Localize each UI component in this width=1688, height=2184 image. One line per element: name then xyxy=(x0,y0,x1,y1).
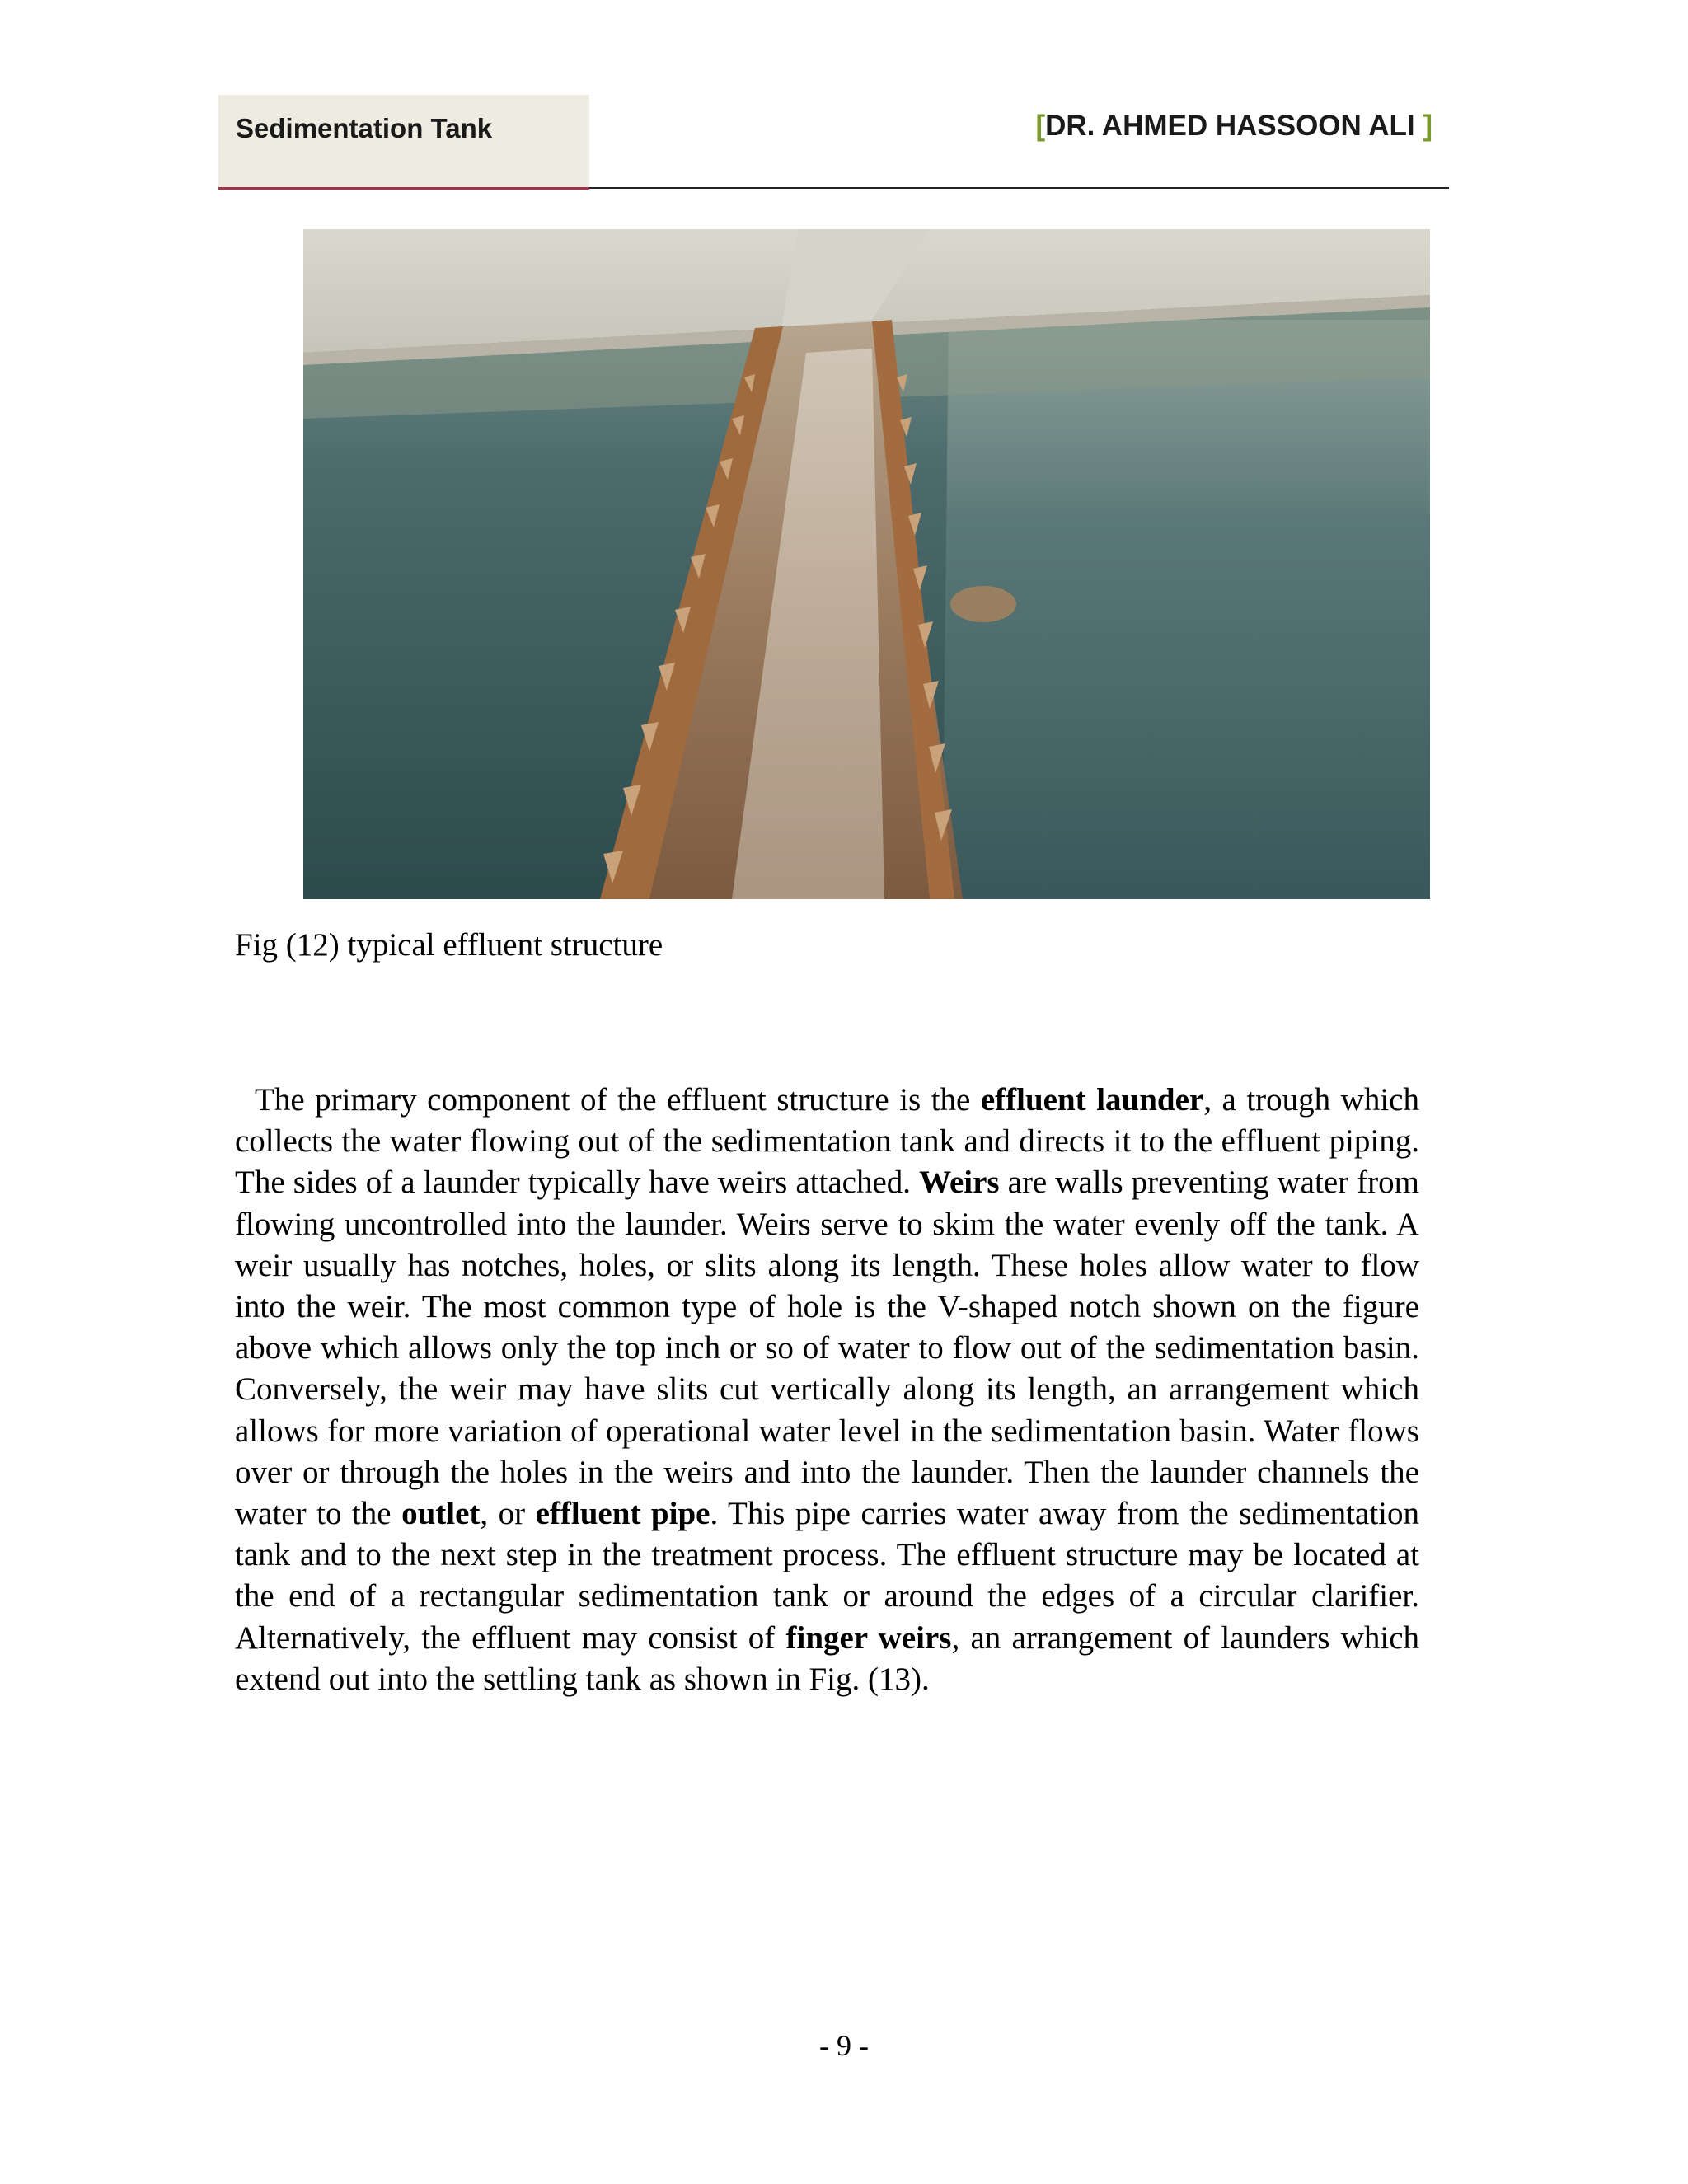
bracket-close: ] xyxy=(1423,110,1432,142)
page-header xyxy=(218,95,1449,189)
term-outlet: outlet xyxy=(401,1496,481,1532)
text-run: , or xyxy=(480,1496,536,1532)
header-rule-accent xyxy=(218,187,589,190)
header-section-tab xyxy=(218,95,589,188)
term-effluent-pipe: effluent pipe xyxy=(535,1496,710,1532)
author-text: DR. AHMED HASSOON ALI xyxy=(1045,110,1423,142)
term-weirs: Weirs xyxy=(919,1165,1000,1201)
text-run: , a trough which collects the water flowing out of the sedimentation tank and directs it to the effluent piping. The sides of a launder typically have weirs attached. xyxy=(235,1082,1419,1201)
text-run: , an arrangement of launders which extend out into the settling tank as shown in Fig. (13). xyxy=(235,1619,1420,1697)
section-title: Sedimentation Tank xyxy=(236,113,493,143)
page-number: - 9 - xyxy=(819,2029,869,2062)
term-finger-weirs: finger weirs xyxy=(785,1619,952,1656)
figure-caption: Fig (12) typical effluent structure xyxy=(235,927,663,963)
text-run: are walls preventing water from flowing uncontrolled into the launder. Weirs serve to skim the water evenly off the tank. A weir usually has notches, holes, or slits along its length. These holes allow water to flow into the weir. The most common type of hole is the V-shaped notch shown on the figure above which allows only the top inch or so of water to flow out of the sedimentation basin. Conversely, the weir may have slits cut vertically along its length, an arrangement which allows for more variation of operational water level in the sedimentation basin. Water flows over or through the holes in the weirs and into the launder. Then the launder channels the water to the xyxy=(235,1165,1419,1532)
author-name xyxy=(1035,110,1432,143)
text-run: . This pipe carries water away from the sedimentation tank and to the next step in the treatment process. The effluent structure may be located at the end of a rectangular sedimentation tank or around the edges of a circular clarifier. Alternatively, the effluent may consist of xyxy=(235,1496,1419,1656)
term-effluent-launder: effluent launder xyxy=(980,1082,1204,1118)
text-run: The primary component of the effluent structure is the xyxy=(255,1082,981,1118)
body-paragraph xyxy=(235,1080,1419,1700)
bracket-open: [ xyxy=(1035,110,1046,142)
effluent-structure-photo xyxy=(303,229,1430,899)
